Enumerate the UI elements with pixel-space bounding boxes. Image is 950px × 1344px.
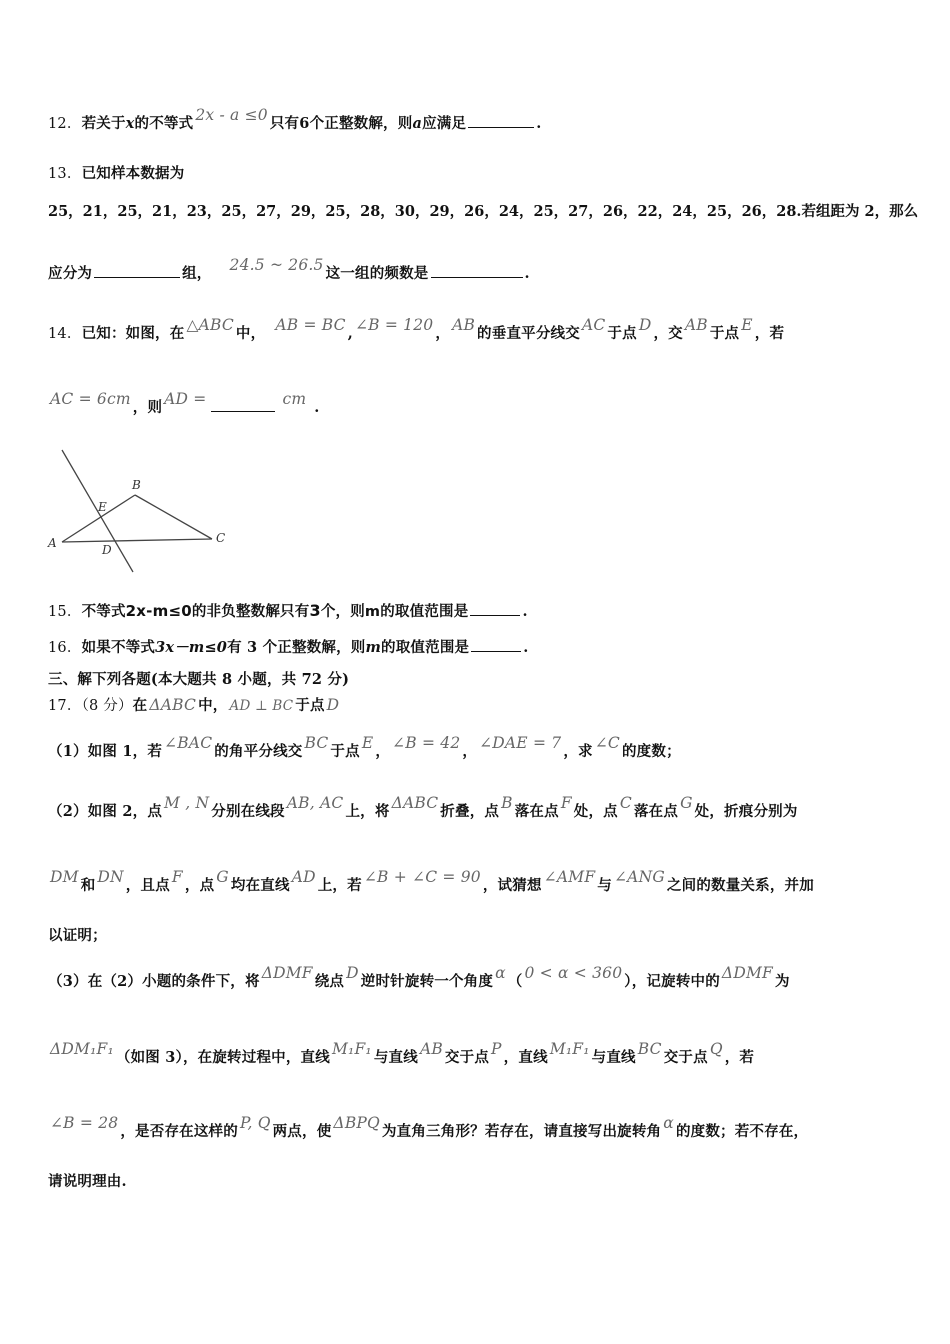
- question-17-part-3: （3）在（2）小题的条件下，将 ΔDMF 绕点 D 逆时针旋转一个角度 α （ 0 < α < 360 ），记旋转中的 ΔDMF 为: [48, 964, 790, 990]
- section-3-title: 三、解下列各题(本大题共 8 小题，共 72 分): [48, 671, 350, 688]
- question-17: 17．（8 分）在 ΔABC 中， AD ⊥ BC 于点 D: [48, 696, 340, 714]
- answer-blank[interactable]: [468, 126, 534, 128]
- label-d: D: [102, 543, 112, 557]
- label-a: A: [48, 536, 57, 550]
- answer-blank[interactable]: [470, 614, 520, 616]
- side-bc: [135, 495, 212, 539]
- question-13-data: 25，21，25，21，23，25，27，29，25，28，30，29，26，24，25，27，26，22，24，25，26，28.若组距为 2，那么: [48, 203, 919, 220]
- question-17-part-3-end: 请说明理由.: [48, 1173, 127, 1190]
- side-ac: [62, 539, 212, 542]
- question-17-part-2-end: 以证明；: [48, 927, 107, 944]
- question-14-ask: AC = 6cm ，则 AD = cm .: [50, 390, 320, 416]
- question-13: 13．已知样本数据为: [48, 165, 185, 182]
- label-e: E: [98, 500, 107, 514]
- inequality-expr: 2x - a ≤0: [195, 106, 268, 124]
- answer-blank[interactable]: [211, 410, 275, 412]
- answer-blank[interactable]: [94, 276, 180, 278]
- question-17-part-1: （1）如图 1，若 ∠BAC 的角平分线交 BC 于点 E ， ∠B = 42 ， ∠DAE = 7 ，求 ∠C 的度数；: [48, 734, 681, 760]
- question-17-part-3-cont: ΔDM₁F₁ （如图 3），在旋转过程中，直线 M₁F₁ 与直线 AB 交于点 P ，直线 M₁F₁ 与直线 BC 交于点 Q ，若: [50, 1040, 755, 1066]
- question-17-part-3-cont2: ∠B = 28 ，是否存在这样的 P, Q 两点，使 ΔBPQ 为直角三角形？若存在，请直接写出旋转角 α 的度数；若不存在，: [50, 1114, 809, 1140]
- question-17-part-2: （2）如图 2，点 M , N 分别在线段 AB, AC 上，将 ΔABC 折叠，点 B 落在点 F 处，点 C 落在点 G 处，折痕分别为: [48, 794, 798, 820]
- question-17-part-2-cont: DM 和 DN ，且点 F ，点 G 均在直线 AD 上，若 ∠B + ∠C = 90 ，试猜想 ∠AMF 与 ∠ANG 之间的数量关系，并加: [50, 868, 814, 894]
- triangle-figure: [40, 440, 240, 580]
- question-14: 14．已知：如图，在 △ABC 中， AB = BC , ∠B = 120 ， AB 的垂直平分线交 AC 于点 D ，交 AB 于点 E ，若: [48, 316, 785, 342]
- question-16: 16．如果不等式3x－m≤0有 3 个正整数解，则m的取值范围是 .: [48, 639, 529, 656]
- answer-blank[interactable]: [431, 276, 523, 278]
- question-13-ask: 应分为 组， 24.5 ~ 26.5 这一组的频数是 .: [48, 256, 530, 282]
- question-12: 12．若关于x的不等式 2x - a ≤0 只有6个正整数解，则a应满足 .: [48, 106, 542, 132]
- question-15: 15．不等式2x-m≤0的非负整数解只有3个，则m的取值范围是 .: [48, 601, 528, 620]
- answer-blank[interactable]: [471, 650, 521, 652]
- label-b: B: [132, 478, 141, 492]
- label-c: C: [216, 531, 226, 545]
